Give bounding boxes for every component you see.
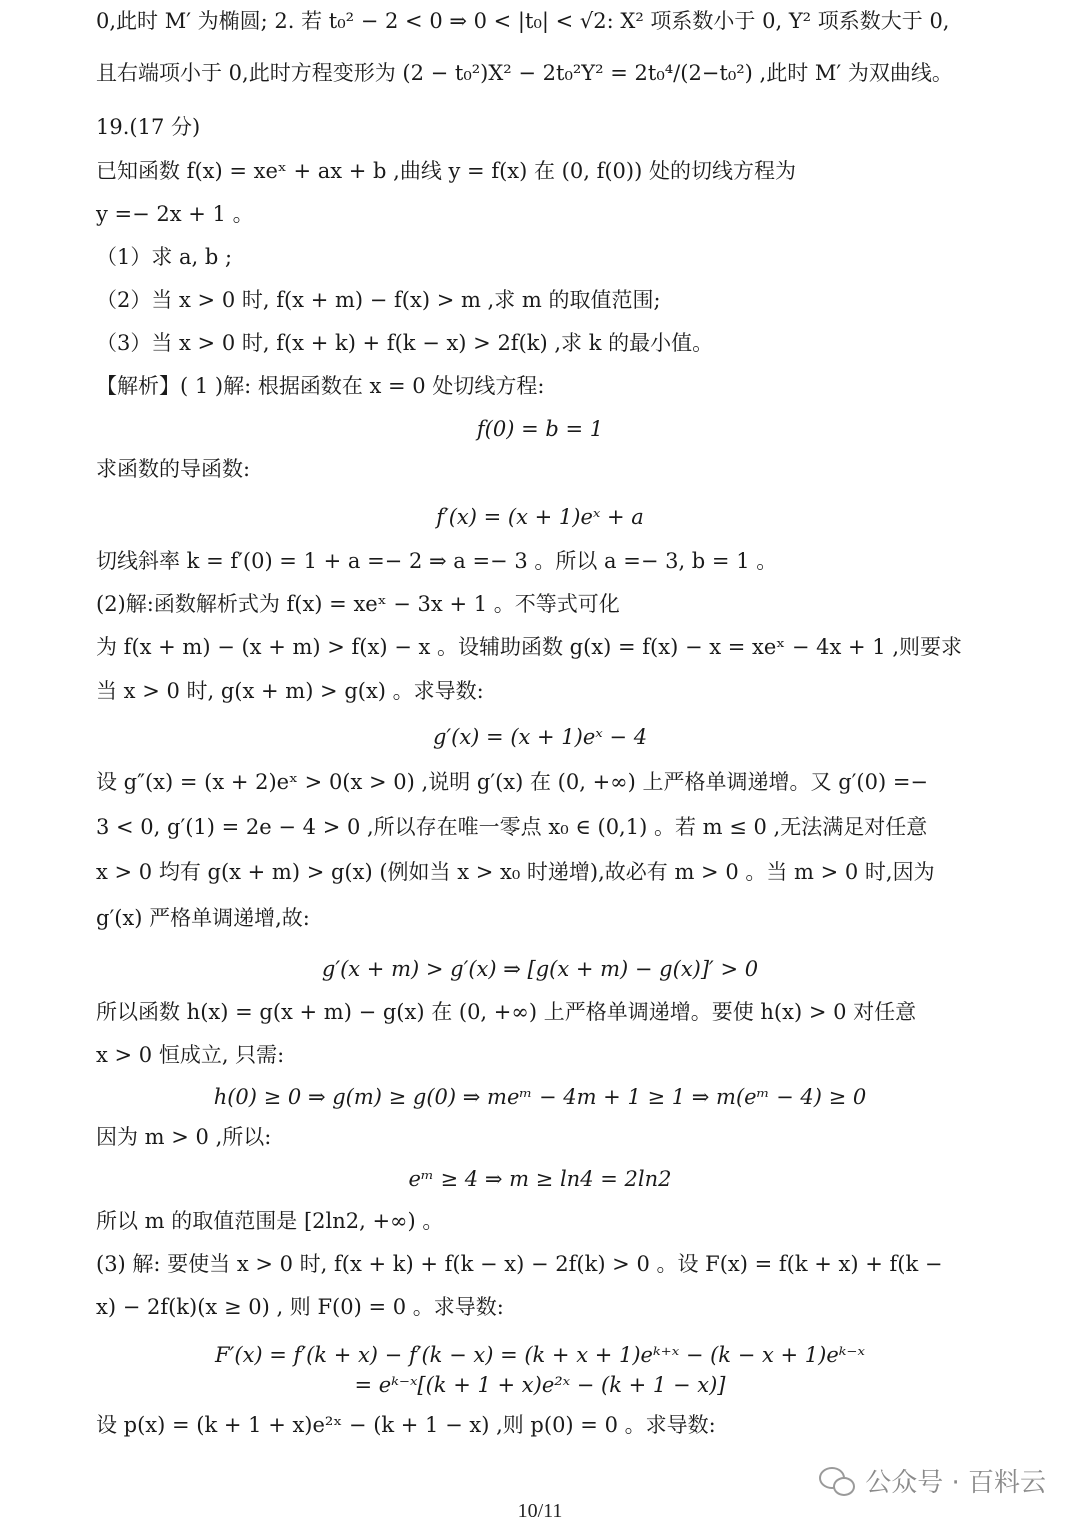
text-line: （2）当 x > 0 时, f(x + m) − f(x) > m ,求 m 的取值范围; bbox=[96, 288, 661, 312]
text-line: 设 p(x) = (k + 1 + x)e²ˣ − (k + 1 − x) ,则 p(0) = 0 。求导数: bbox=[96, 1413, 716, 1437]
math-equation: g′(x + m) > g′(x) ⇒ [g(x + m) − g(x)]′ > 0 bbox=[321, 957, 759, 981]
text-line: 切线斜率 k = f′(0) = 1 + a =− 2 ⇒ a =− 3 。所以 a =− 3, b = 1 。 bbox=[96, 549, 778, 573]
text-line: (3) 解: 要使当 x > 0 时, f(x + k) + f(k − x) − 2f(k) > 0 。设 F(x) = f(k + x) + f(k − bbox=[96, 1252, 943, 1276]
text-line: 所以 m 的取值范围是 [2ln2, +∞) 。 bbox=[96, 1209, 444, 1233]
text-line: x > 0 恒成立, 只需: bbox=[96, 1043, 285, 1067]
watermark bbox=[819, 1460, 1046, 1500]
text-line: （3）当 x > 0 时, f(x + k) + f(k − x) > 2f(k) ,求 k 的最小值。 bbox=[96, 331, 714, 355]
math-equation: f(0) = b = 1 bbox=[476, 417, 604, 441]
text-line: （1）求 a, b ; bbox=[96, 245, 233, 269]
math-equation: f′(x) = (x + 1)eˣ + a bbox=[436, 505, 644, 529]
math-equation: eᵐ ≥ 4 ⇒ m ≥ ln4 = 2ln2 bbox=[408, 1167, 672, 1191]
math-equation: h(0) ≥ 0 ⇒ g(m) ≥ g(0) ⇒ meᵐ − 4m + 1 ≥ 1 ⇒ m(eᵐ − 4) ≥ 0 bbox=[213, 1085, 867, 1109]
solution-heading: 【解析】( 1 )解: 根据函数在 x = 0 处切线方程: bbox=[96, 374, 545, 398]
page-number: 10/11 bbox=[517, 1500, 563, 1522]
question-heading: 19.(17 分) bbox=[96, 115, 201, 139]
text-line: 且右端项小于 0,此时方程变形为 (2 − t₀²)X² − 2t₀²Y² = 2t₀⁴/(2−t₀²) ,此时 M′ 为双曲线。 bbox=[96, 61, 953, 85]
text-line: g′(x) 严格单调递增,故: bbox=[96, 906, 310, 930]
text-line: 0,此时 M′ 为椭圆; 2. 若 t₀² − 2 < 0 ⇒ 0 < |t₀| < √2: X² 项系数小于 0, Y² 项系数大于 0, bbox=[96, 9, 950, 33]
math-equation: F′(x) = f′(k + x) − f′(k − x) = (k + x + 1)eᵏ⁺ˣ − (k − x + 1)eᵏ⁻ˣ bbox=[215, 1343, 865, 1367]
wechat-icon bbox=[819, 1465, 857, 1495]
text-line: x > 0 均有 g(x + m) > g(x) (例如当 x > x₀ 时递增),故必有 m > 0 。当 m > 0 时,因为 bbox=[96, 860, 935, 884]
text-line: 3 < 0, g′(1) = 2e − 4 > 0 ,所以存在唯一零点 x₀ ∈ (0,1) 。若 m ≤ 0 ,无法满足对任意 bbox=[96, 815, 928, 839]
text-line: 所以函数 h(x) = g(x + m) − g(x) 在 (0, +∞) 上严格单调递增。要使 h(x) > 0 对任意 bbox=[96, 1000, 917, 1024]
text-line: 设 g″(x) = (x + 2)eˣ > 0(x > 0) ,说明 g′(x) 在 (0, +∞) 上严格单调递增。又 g′(0) =− bbox=[96, 770, 929, 794]
math-equation: = eᵏ⁻ˣ[(k + 1 + x)e²ˣ − (k + 1 − x)] bbox=[354, 1373, 726, 1397]
text-line: 为 f(x + m) − (x + m) > f(x) − x 。设辅助函数 g(x) = f(x) − x = xeˣ − 4x + 1 ,则要求 bbox=[96, 635, 962, 659]
text-line: x) − 2f(k)(x ≥ 0) , 则 F(0) = 0 。求导数: bbox=[96, 1295, 504, 1319]
text-line: 因为 m > 0 ,所以: bbox=[96, 1125, 272, 1149]
text-line: 当 x > 0 时, g(x + m) > g(x) 。求导数: bbox=[96, 679, 484, 703]
math-equation: g′(x) = (x + 1)eˣ − 4 bbox=[432, 725, 648, 749]
text-line: y =− 2x + 1 。 bbox=[96, 202, 254, 226]
watermark-text: 公众号 · 百料云 bbox=[865, 1467, 1046, 1498]
text-line: 已知函数 f(x) = xeˣ + ax + b ,曲线 y = f(x) 在 (0, f(0)) 处的切线方程为 bbox=[96, 159, 796, 183]
text-line: 求函数的导函数: bbox=[96, 457, 251, 481]
text-line: (2)解:函数解析式为 f(x) = xeˣ − 3x + 1 。不等式可化 bbox=[96, 592, 620, 616]
